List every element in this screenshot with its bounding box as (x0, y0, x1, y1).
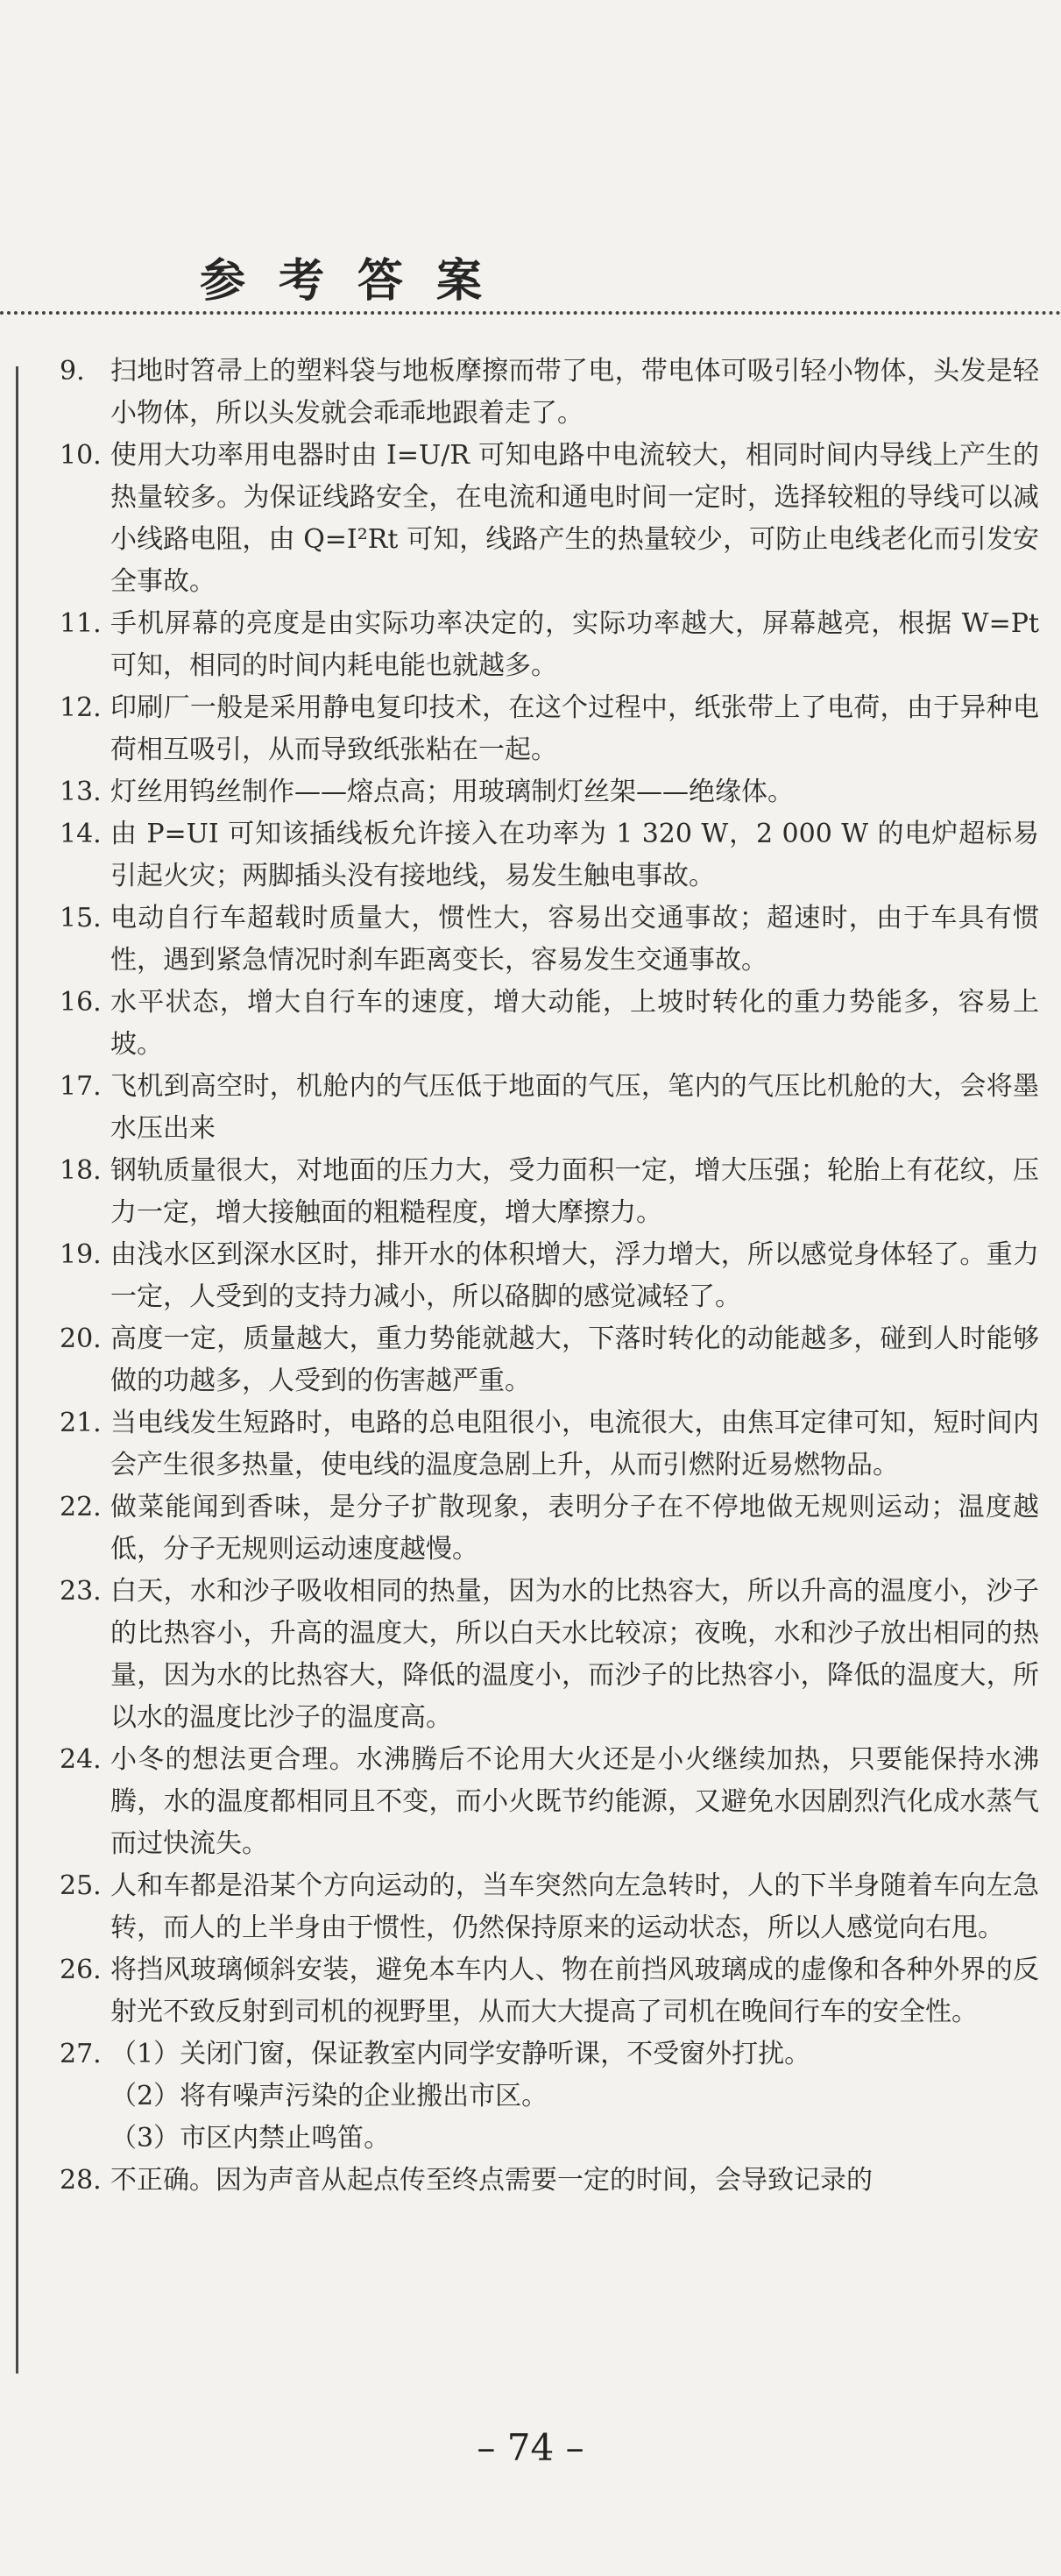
answer-item (60, 2160, 1039, 2202)
answer-item (60, 898, 1039, 982)
answer-number: 27. (60, 2039, 102, 2069)
answer-item (60, 771, 1039, 813)
answer-text: 手机屏幕的亮度是由实际功率决定的，实际功率越大，屏幕越亮，根据 W=Pt 可知，相同的时间内耗电能也就越多。 (110, 608, 1039, 681)
answer-number: 20. (60, 1323, 102, 1354)
answer-item (60, 687, 1039, 771)
answer-text: 灯丝用钨丝制作——熔点高；用玻璃制灯丝架——绝缘体。 (110, 777, 794, 807)
answer-number: 14. (60, 819, 102, 849)
answer-number: 24. (60, 1744, 102, 1775)
answer-item (60, 1234, 1039, 1318)
answer-text: 将挡风玻璃倾斜安装，避免本车内人、物在前挡风玻璃成的虚像和各种外界的反射光不致反射到司机的视野里，从而大大提高了司机在晚间行车的安全性。 (110, 1955, 1039, 2027)
answer-text: 小冬的想法更合理。水沸腾后不论用大火还是小火继续加热，只要能保持水沸腾，水的温度都相同且不变，而小火既节约能源，又避免水因剧烈汽化成水蒸气而过快流失。 (110, 1744, 1039, 1859)
answer-item (60, 1487, 1039, 1571)
answer-item (60, 351, 1039, 435)
answer-text: 由浅水区到深水区时，排开水的体积增大，浮力增大，所以感觉身体轻了。重力一定，人受到的支持力减小，所以硌脚的感觉减轻了。 (110, 1239, 1039, 1312)
answer-number: 21. (60, 1408, 102, 1438)
answer-text: 印刷厂一般是采用静电复印技术，在这个过程中，纸张带上了电荷，由于异种电荷相互吸引，从而导致纸张粘在一起。 (110, 692, 1039, 765)
answer-number: 25. (60, 1870, 102, 1901)
answer-text: 水平状态，增大自行车的速度，增大动能，上坡时转化的重力势能多，容易上坡。 (110, 987, 1039, 1060)
answer-item (60, 1150, 1039, 1234)
answer-number: 15. (60, 903, 102, 933)
title-divider (0, 311, 1061, 315)
answer-number: 11. (60, 608, 102, 639)
answer-item (60, 435, 1039, 603)
answer-text: 钢轨质量很大，对地面的压力大，受力面积一定，增大压强；轮胎上有花纹，压力一定，增大接触面的粗糙程度，增大摩擦力。 (110, 1155, 1039, 1228)
answer-number: 16. (60, 987, 102, 1018)
answer-number: 17. (60, 1071, 102, 1102)
answer-number: 12. (60, 692, 102, 723)
answer-item (60, 813, 1039, 898)
answer-number: 9. (60, 356, 85, 387)
answer-item (60, 1318, 1039, 1402)
answer-text: 白天，水和沙子吸收相同的热量，因为水的比热容大，所以升高的温度小，沙子的比热容小，升高的温度大，所以白天水比较凉；夜晚，水和沙子放出相同的热量，因为水的比热容大，降低的温度小，而沙子的比热容小，降低的温度大，所以水的温度比沙子的温度高。 (110, 1576, 1039, 1733)
answer-item (60, 1571, 1039, 1739)
answer-text: （1）关闭门窗，保证教室内同学安静听课，不受窗外打扰。 (110, 2039, 811, 2069)
answer-item (60, 1402, 1039, 1487)
answer-item (60, 2033, 1039, 2076)
answer-number: 28. (60, 2165, 102, 2196)
answer-text: 由 P=UI 可知该插线板允许接入在功率为 1 320 W，2 000 W 的电炉超标易引起火灾；两脚插头没有接地线，易发生触电事故。 (110, 819, 1039, 891)
answer-text: 飞机到高空时，机舱内的气压低于地面的气压，笔内的气压比机舱的大，会将墨水压出来 (110, 1071, 1039, 1144)
answer-number: 19. (60, 1239, 102, 1270)
page-number: – 74 – (477, 2426, 584, 2469)
answer-item (60, 1865, 1039, 1949)
answer-text: 人和车都是沿某个方向运动的，当车突然向左急转时，人的下半身随着车向左急转，而人的上半身由于惯性，仍然保持原来的运动状态，所以人感觉向右甩。 (110, 1870, 1039, 1943)
answer-text: 使用大功率用电器时由 I=U/R 可知电路中电流较大，相同时间内导线上产生的热量较多。为保证线路安全，在电流和通电时间一定时，选择较粗的导线可以减小线路电阻，由 Q=I²Rt 可知，线路产生的热量较少，可防止电线老化而引发安全事故。 (110, 440, 1039, 597)
answer-subitem: （3）市区内禁止鸣笛。 (110, 2123, 391, 2154)
answer-text: 做菜能闻到香味，是分子扩散现象，表明分子在不停地做无规则运动；温度越低，分子无规则运动速度越慢。 (110, 1492, 1039, 1565)
answer-text: 当电线发生短路时，电路的总电阻很小，电流很大，由焦耳定律可知，短时间内会产生很多热量，使电线的温度急剧上升，从而引燃附近易燃物品。 (110, 1408, 1039, 1480)
answer-subitem: （2）将有噪声污染的企业搬出市区。 (110, 2081, 548, 2111)
answer-item (60, 982, 1039, 1066)
answer-text: 不正确。因为声音从起点传至终点需要一定的时间，会导致记录的 (110, 2165, 873, 2196)
answer-number: 13. (60, 777, 102, 807)
answer-number: 26. (60, 1955, 102, 1985)
answer-number: 23. (60, 1576, 102, 1607)
answer-item (60, 1066, 1039, 1150)
answer-item (60, 1739, 1039, 1865)
answer-number: 18. (60, 1155, 102, 1186)
answer-text: 高度一定，质量越大，重力势能就越大，下落时转化的动能越多，碰到人时能够做的功越多，人受到的伤害越严重。 (110, 1323, 1039, 1396)
answers-list (60, 351, 1039, 2202)
answer-text: 电动自行车超载时质量大，惯性大，容易出交通事故；超速时，由于车具有惯性，遇到紧急情况时刹车距离变长，容易发生交通事故。 (110, 903, 1039, 976)
answer-item (60, 603, 1039, 687)
answer-item (60, 1949, 1039, 2033)
answer-text: 扫地时笤帚上的塑料袋与地板摩擦而带了电，带电体可吸引轻小物体，头发是轻小物体，所以头发就会乖乖地跟着走了。 (110, 356, 1039, 429)
answer-number: 10. (60, 440, 102, 471)
page-title: 参考答案 (200, 254, 516, 308)
left-margin-rule (16, 366, 18, 2374)
answer-number: 22. (60, 1492, 102, 1522)
